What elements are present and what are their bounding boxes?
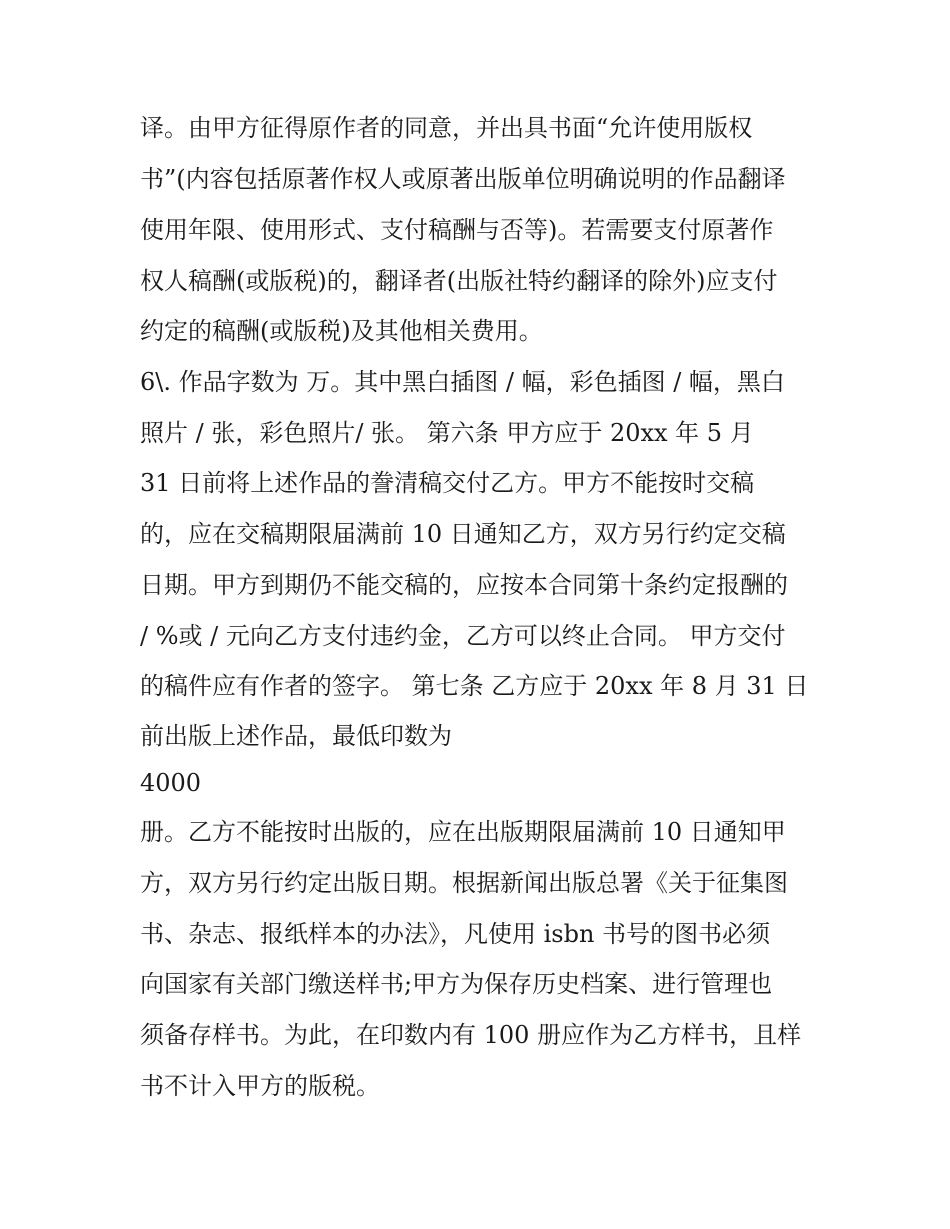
text-line: 前出版上述作品，最低印数为	[140, 722, 452, 750]
text-line: 书、杂志、报纸样本的办法》，凡使用 isbn 书号的图书必须	[140, 920, 771, 948]
text-line: 向国家有关部门缴送样书;甲方为保存历史档案、进行管理也	[140, 970, 773, 998]
text-line: 的稿件应有作者的签字。 第七条 乙方应于 20xx 年 8 月 31 日	[140, 672, 809, 700]
text-line: 须备存样书。为此，在印数内有 100 册应作为乙方样书，且样	[140, 1021, 802, 1049]
text-line: / %或 / 元向乙方支付违约金，乙方可以终止合同。 甲方交付	[140, 622, 786, 650]
text-line: 译。由甲方征得原作者的同意，并出具书面“允许使用版权	[140, 114, 753, 142]
text-line: 书不计入甲方的版税。	[140, 1072, 380, 1100]
text-line: 4000	[140, 769, 202, 797]
text-line: 约定的稿酬(或版税)及其他相关费用。	[140, 317, 543, 345]
text-line: 方，双方另行约定出版日期。根据新闻出版总署《关于征集图	[140, 869, 788, 897]
text-line: 书”(内容包括原著作权人或原著出版单位明确说明的作品翻译	[140, 165, 786, 193]
text-line: 的，应在交稿期限届满前 10 日通知乙方，双方另行约定交稿	[140, 520, 786, 548]
text-line: 日期。甲方到期仍不能交稿的，应按本合同第十条约定报酬的	[140, 571, 788, 599]
text-line: 使用年限、使用形式、支付稿酬与否等)。若需要支付原著作	[140, 216, 774, 244]
text-line: 照片 / 张，彩色照片/ 张。 第六条 甲方应于 20xx 年 5 月	[140, 419, 754, 447]
text-line: 册。乙方不能按时出版的，应在出版期限届满前 10 日通知甲	[140, 818, 786, 846]
text-line: 6\. 作品字数为 万。其中黑白插图 / 幅，彩色插图 / 幅，黑白	[140, 368, 785, 396]
text-line: 权人稿酬(或版税)的，翻译者(出版社特约翻译的除外)应支付	[140, 267, 778, 295]
text-line: 31 日前将上述作品的誊清稿交付乙方。甲方不能按时交稿	[140, 469, 755, 497]
